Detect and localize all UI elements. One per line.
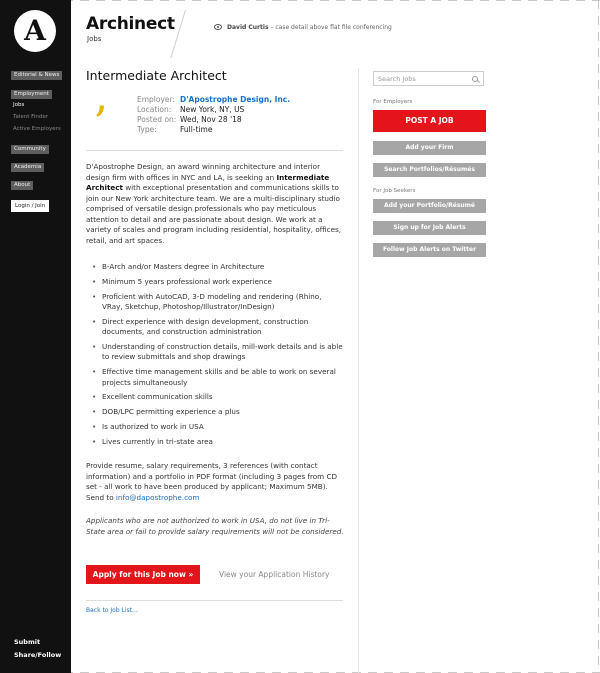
byline-text: – case detail above flat file conferencing xyxy=(270,24,392,31)
type-label: Type: xyxy=(137,125,157,134)
employer-link[interactable]: D'Apostrophe Design, Inc. xyxy=(180,95,291,104)
location-label: Location: xyxy=(137,105,172,114)
employer-logo[interactable]: ’ xyxy=(93,96,108,150)
nav-about[interactable]: About xyxy=(11,181,33,190)
divider xyxy=(86,150,343,151)
twitter-alerts-button[interactable]: Follow Job Alerts on Twitter xyxy=(373,243,486,257)
search-jobs-input[interactable] xyxy=(373,71,484,86)
list-item: • Is authorized to work in USA xyxy=(86,422,344,432)
page-border-top xyxy=(0,0,600,1)
list-item: • Minimum 5 years professional work experience xyxy=(86,277,344,287)
intro-role: Intermediate Architect xyxy=(86,172,330,192)
nav-jobs[interactable]: Jobs xyxy=(13,102,25,108)
disclaimer: Applicants who are not authorized to work in USA, do not live in Tri-State area or fail to provide salary requirements will not be considered. xyxy=(86,516,344,536)
submit-link[interactable]: Submit xyxy=(14,638,41,646)
byline-author: David Curtis xyxy=(227,24,269,31)
add-portfolio-button[interactable]: Add your Portfolio/Résumé xyxy=(373,199,486,213)
list-item: • Proficient with AutoCAD, 3-D modeling and rendering (Rhino, VRay, Sketchup, Photoshop/Illustrator/InDesign) xyxy=(86,292,344,313)
sidebar xyxy=(0,0,71,673)
job-alerts-button[interactable]: Sign up for Job Alerts xyxy=(373,221,486,235)
for-job-seekers-label: For Job Seekers xyxy=(373,188,416,194)
application-instructions: Provide resume, salary requirements, 3 references (with contact information) and a portfolio in PDF format (including 3 pages from CD set - all work to have been produced by applicant; Maximum 5MB). Send to info@dapostrophe.com xyxy=(86,461,338,502)
requirements-list xyxy=(86,262,344,452)
employer-label: Employer: xyxy=(137,95,176,104)
add-firm-button[interactable]: Add your Firm xyxy=(373,141,486,155)
nav-talent-finder[interactable]: Talent Finder xyxy=(13,114,49,120)
location-value: New York, NY, US xyxy=(180,105,245,114)
search-placeholder: Search Jobs xyxy=(378,75,416,83)
search-icon[interactable] xyxy=(472,76,478,82)
archinect-logo[interactable]: A xyxy=(14,10,56,52)
list-item: • Excellent communication skills xyxy=(86,392,344,402)
list-item: • Understanding of construction details, mill-work details and is able to review submittals and shop drawings xyxy=(86,342,344,363)
divider xyxy=(86,600,343,601)
post-job-button[interactable]: POST A JOB xyxy=(373,110,486,132)
header-byline[interactable] xyxy=(227,24,392,31)
section-name[interactable]: Jobs xyxy=(87,35,102,43)
nav-community[interactable]: Community xyxy=(11,145,49,154)
eye-icon xyxy=(214,24,222,30)
posted-label: Posted on: xyxy=(137,115,177,124)
nav-employment[interactable]: Employment xyxy=(11,90,52,99)
apply-button[interactable]: Apply for this Job now » xyxy=(86,565,200,584)
nav-active-employers[interactable]: Active Employers xyxy=(13,126,61,132)
search-portfolios-button[interactable]: Search Portfolios/Résumés xyxy=(373,163,486,177)
list-item: • B-Arch and/or Masters degree in Architecture xyxy=(86,262,344,272)
list-item: • DOB/LPC permitting experience a plus xyxy=(86,407,344,417)
nav-editorial-news[interactable]: Editorial & News xyxy=(11,71,62,80)
login-join-button[interactable]: Login / Join xyxy=(11,200,49,212)
contact-email-link[interactable]: info@dapostrophe.com xyxy=(115,492,200,502)
posted-value: Wed, Nov 28 '18 xyxy=(180,115,242,124)
job-meta xyxy=(137,95,290,135)
list-item: • Lives currently in tri-state area xyxy=(86,437,344,447)
back-to-job-list-link[interactable]: Back to Job List... xyxy=(86,607,138,614)
nav-academia[interactable]: Academia xyxy=(11,163,44,172)
list-item: • Effective time management skills and be able to work on several projects simultaneously xyxy=(86,367,344,388)
type-value: Full-time xyxy=(180,125,213,134)
column-divider xyxy=(358,68,359,673)
application-history-link[interactable]: View your Application History xyxy=(219,570,330,579)
list-item: • Direct experience with design development, construction documents, and construction administration xyxy=(86,317,344,338)
for-employers-label: For Employers xyxy=(373,99,413,105)
job-title: Intermediate Architect xyxy=(86,68,227,83)
job-intro: D'Apostrophe Design, an award winning architecture and interior design firm with offices in NYC and LA, is seeking an Intermediate Architect with exceptional presentation and communications skills to join our New York architecture team. We are a multi-disciplinary studio comprised of versatile design professionals who pay meticulous attention to detail and are passionate about design. We work at a variety of scales and program including residential, hospitality, offices, retail, and art spaces. xyxy=(86,162,342,245)
page-border-right xyxy=(598,0,599,673)
share-follow-link[interactable]: Share/Follow xyxy=(14,651,62,659)
site-brand[interactable]: Archinect xyxy=(86,14,175,34)
